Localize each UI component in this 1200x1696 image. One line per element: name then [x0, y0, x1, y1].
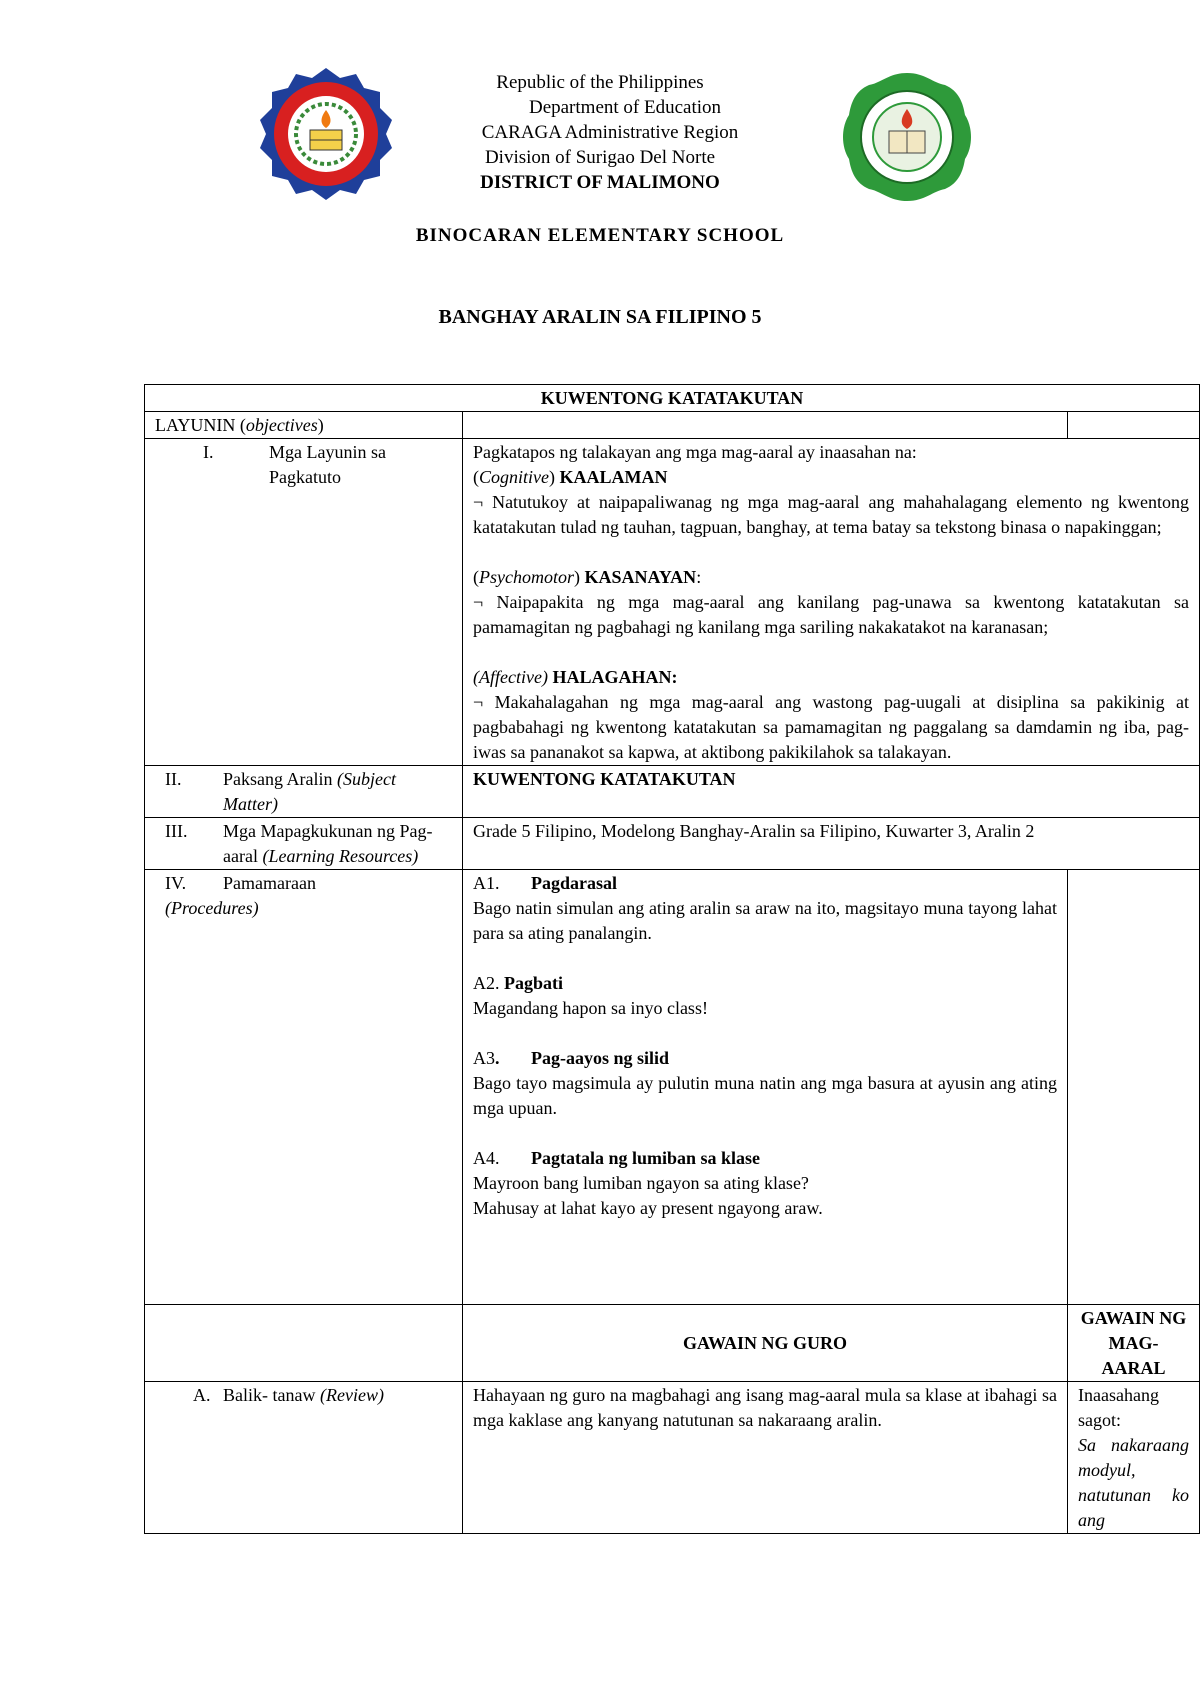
affective-text: ¬ Makahalagahan ng mga mag-aaral ang wastong pag-uugali at disiplina sa pakikinig at pagbabahagi ng kwentong katatakutan sa pamamagitan ng paggalang sa damdamin ng iba, pag-iwas sa pananakot sa kapwa, at aktibong pakikilahok sa talakayan. — [473, 692, 1190, 762]
procedures-label-cell — [145, 870, 463, 1305]
column-header-empty — [145, 1305, 463, 1382]
resources-row — [145, 818, 1200, 870]
objectives-intro: Pagkatapos ng talakayan ang mga mag-aaral ay inaasahan na: — [473, 442, 917, 462]
a2-text: Magandang hapon sa inyo class! — [473, 998, 708, 1018]
review-row — [145, 1382, 1200, 1534]
subject-matter-text: Paksang Aralin — [223, 769, 337, 789]
review-mag-cell — [1068, 1382, 1200, 1534]
review-label — [223, 1383, 384, 1408]
affective-heading — [473, 665, 1189, 690]
row-num-iv: IV. — [165, 873, 187, 893]
district-name: DISTRICT OF MALIMONO — [480, 172, 720, 193]
psychomotor-heading — [473, 565, 1189, 590]
psy-em: Psychomotor — [479, 567, 574, 587]
resources-label-cell — [145, 818, 463, 870]
resources-text: Mga Mapagkukunan ng Pag-aaral — [223, 821, 433, 866]
column-header-mag-aaral: GAWAIN NG MAG-AARAL — [1068, 1305, 1200, 1382]
a4-num: A4. — [473, 1148, 500, 1168]
review-label-cell — [145, 1382, 463, 1534]
a1-num: A1. — [473, 873, 500, 893]
cog-title: KAALAMAN — [559, 467, 668, 487]
a3-title: Pag-aayos ng silid — [531, 1048, 670, 1068]
table-heading: KUWENTONG KATATAKUTAN — [145, 385, 1200, 412]
layunin-empty-cell-2 — [1068, 412, 1200, 439]
a1-text: Bago natin simulan ang ating aralin sa araw na ito, magsitayo muna tayong lahat para sa ating panalangin. — [473, 898, 1057, 943]
document-title: BANGHAY ARALIN SA FILIPINO 5 — [438, 306, 762, 328]
letterhead — [0, 70, 1200, 195]
subject-matter-label-cell — [145, 766, 463, 818]
a3-num: A3 — [473, 1048, 495, 1068]
objectives-label-cell — [145, 439, 463, 766]
subject-matter-row — [145, 766, 1200, 818]
a3-text: Bago tayo magsimula ay pulutin muna natin ang mga basura at ayusin ang ating mga upuan. — [473, 1073, 1057, 1118]
a3-dot: . — [495, 1048, 500, 1068]
cog-em: Cognitive — [479, 467, 549, 487]
layunin-label: LAYUNIN ( — [155, 415, 246, 435]
column-header-guro: GAWAIN NG GURO — [463, 1305, 1068, 1382]
resources-em: (Learning Resources) — [262, 846, 419, 866]
a1-title: Pagdarasal — [531, 873, 618, 893]
psy-title: KASANAYAN — [584, 567, 697, 587]
review-mag-label: Inaasahang sagot: — [1078, 1385, 1159, 1430]
cog-close: ) — [549, 467, 560, 487]
procedures-label: Pamamaraan — [223, 873, 316, 893]
layunin-empty-cell — [463, 412, 1068, 439]
layunin-close: ) — [317, 415, 324, 435]
psy-colon: : — [696, 567, 702, 587]
layunin-label-cell — [145, 412, 463, 439]
cognitive-text: ¬ Natutukoy at naipapaliwanag ng mga mag-aaral ang mahahalagang elemento ng kwentong katatakutan tulad ng tauhan, tagpuan, banghay, at tema batay sa tekstong binasa o napakinggan; — [473, 492, 1190, 537]
review-guro-cell: Hahayaan ng guro na magbahagi ang isang mag-aaral mula sa klase at ibahagi sa mga kaklase ang kanyang natutunan sa nakaraang aralin. — [463, 1382, 1068, 1534]
a2-heading — [473, 971, 1057, 996]
header-line-4: Division of Surigao Del Norte — [484, 147, 716, 168]
a4-text-2: Mahusay at lahat kayo ay present ngayong araw. — [473, 1198, 823, 1218]
procedures-em: (Procedures) — [165, 898, 259, 918]
objectives-label: Mga Layunin sa Pagkatuto — [269, 442, 386, 487]
table-heading-row — [145, 385, 1200, 412]
review-mag-answer: Sa nakaraang modyul, natutunan ko ang — [1078, 1435, 1190, 1530]
a4-text-1: Mayroon bang lumiban ngayon sa ating klase? — [473, 1173, 809, 1193]
resources-label — [223, 819, 452, 869]
subject-matter-label — [223, 767, 452, 817]
a2-num: A2. — [473, 973, 504, 993]
cog-open: ( — [473, 467, 479, 487]
resources-value: Grade 5 Filipino, Modelong Banghay-Aralin sa Filipino, Kuwarter 3, Aralin 2 — [463, 818, 1200, 870]
row-num-iii: III. — [165, 821, 188, 841]
row-num-a: A. — [193, 1385, 211, 1405]
procedures-empty-cell — [1068, 870, 1200, 1305]
subject-matter-em: (Subject Matter) — [223, 769, 396, 814]
lesson-plan-table — [144, 384, 1200, 1534]
review-text: Balik- tanaw — [223, 1385, 320, 1405]
aff-title: HALAGAHAN: — [547, 667, 678, 687]
header-line-1: Republic of the Philippines — [496, 72, 704, 93]
layunin-row — [145, 412, 1200, 439]
layunin-em: objectives — [245, 415, 318, 435]
objectives-content-cell — [463, 439, 1200, 766]
school-name: BINOCARAN ELEMENTARY SCHOOL — [415, 225, 785, 246]
psy-close: ) — [573, 567, 585, 587]
header-line-2: Department of Education — [528, 97, 722, 118]
column-headers-row — [145, 1305, 1200, 1382]
row-num-i: I. — [203, 442, 214, 462]
procedures-row — [145, 870, 1200, 1305]
cognitive-heading — [473, 465, 1189, 490]
procedures-content-cell — [463, 870, 1068, 1305]
a4-title: Pagtatala ng lumiban sa klase — [531, 1148, 761, 1168]
aff-em: (Affective) — [473, 667, 548, 687]
row-num-ii: II. — [165, 769, 182, 789]
psychomotor-text: ¬ Naipapakita ng mga mag-aaral ang kanilang pag-unawa sa kwentong katatakutan sa pamamagitan ng pagbahagi ng kanilang mga sariling nakakatakot na karanasan; — [473, 592, 1190, 637]
psy-open: ( — [473, 567, 479, 587]
subject-matter-value: KUWENTONG KATATAKUTAN — [463, 766, 1200, 818]
header-line-3: CARAGA Administrative Region — [481, 122, 739, 143]
objectives-row — [145, 439, 1200, 766]
review-em: (Review) — [319, 1385, 384, 1405]
a2-title: Pagbati — [504, 973, 564, 993]
